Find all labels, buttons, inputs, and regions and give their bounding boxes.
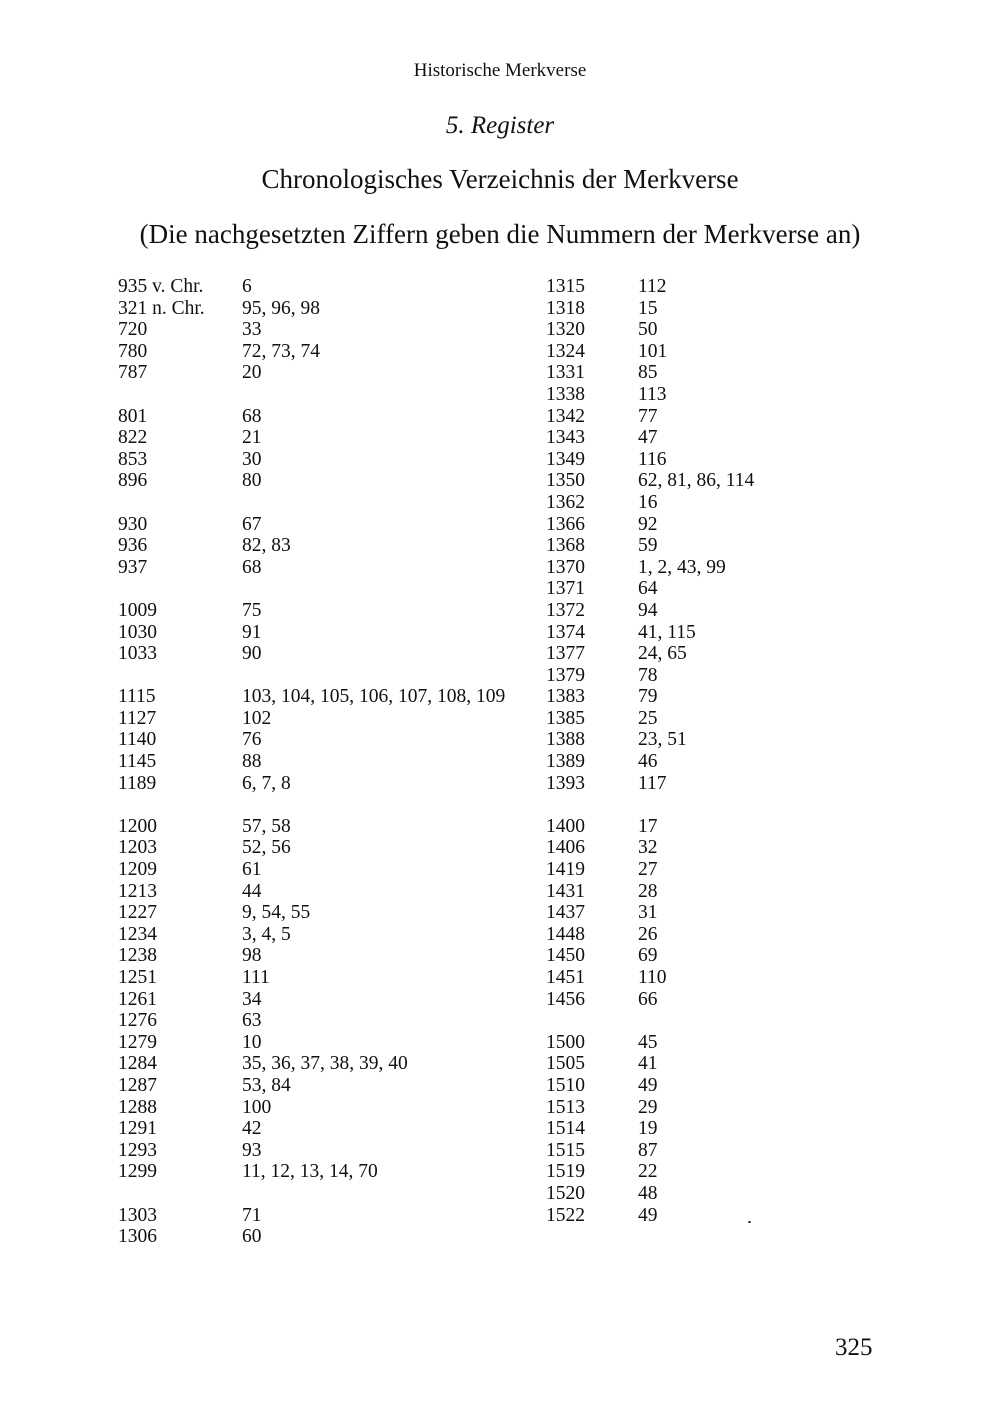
verse-numbers-cell: 11, 12, 13, 14, 70 (242, 1161, 378, 1183)
register-column-right (546, 276, 886, 1226)
register-row (118, 967, 538, 989)
register-row (546, 492, 886, 514)
register-row (118, 600, 538, 622)
register-row (118, 837, 538, 859)
year-cell: 1227 (118, 902, 157, 924)
register-row (118, 1097, 538, 1119)
verse-numbers-cell: 95, 96, 98 (242, 297, 320, 319)
verse-numbers-cell: 50 (638, 319, 658, 341)
register-row (546, 729, 886, 751)
register-column-left (118, 276, 538, 1248)
register-row (118, 1161, 538, 1183)
register-row (118, 859, 538, 881)
year-cell: 1379 (546, 664, 585, 686)
year-cell: 321 n. Chr. (118, 297, 205, 319)
verse-numbers-cell: 63 (242, 1010, 262, 1032)
year-cell: 1431 (546, 880, 585, 902)
register-row (546, 1075, 886, 1097)
register-row (118, 924, 538, 946)
verse-numbers-cell: 59 (638, 535, 658, 557)
subtitle: (Die nachgesetzten Ziffern geben die Nummern der Merkverse an) (139, 219, 861, 249)
verse-numbers-cell: 82, 83 (242, 535, 291, 557)
register-row (118, 1118, 538, 1140)
register-row (546, 773, 886, 795)
verse-numbers-cell: 110 (638, 967, 667, 988)
verse-numbers-cell: 9, 54, 55 (242, 902, 311, 924)
verse-numbers-cell: 72, 73, 74 (242, 340, 320, 362)
verse-numbers-cell: 69 (638, 945, 658, 967)
verse-numbers-cell: 3, 4, 5 (242, 923, 291, 945)
register-row (118, 989, 538, 1011)
year-cell: 1315 (546, 276, 585, 297)
verse-numbers-cell: 80 (242, 470, 262, 492)
register-row (118, 1010, 538, 1032)
page-title: Chronologisches Verzeichnis der Merkverse (261, 164, 739, 194)
verse-numbers-cell: 21 (242, 427, 262, 449)
register-row (546, 1140, 886, 1162)
verse-numbers-cell: 49 (638, 1204, 658, 1226)
verse-numbers-cell: 102 (242, 707, 272, 729)
register-row (546, 686, 886, 708)
verse-numbers-cell: 26 (638, 923, 658, 945)
verse-numbers-cell: 85 (638, 362, 658, 384)
verse-numbers-cell: 49 (638, 1074, 658, 1096)
year-cell: 822 (118, 427, 148, 449)
year-cell: 1372 (546, 599, 585, 621)
register-row (118, 708, 538, 730)
verse-numbers-cell: 47 (638, 427, 658, 449)
verse-numbers-cell: 20 (242, 362, 262, 384)
register-row (546, 341, 886, 363)
verse-numbers-cell: 66 (638, 988, 658, 1010)
verse-numbers-cell: 45 (638, 1031, 658, 1053)
year-cell: 1238 (118, 945, 157, 967)
register-row (546, 622, 886, 644)
year-cell: 1127 (118, 707, 157, 729)
verse-numbers-cell: 52, 56 (242, 837, 291, 859)
verse-numbers-cell: 90 (242, 643, 262, 665)
verse-numbers-cell: 77 (638, 405, 658, 427)
verse-numbers-cell: 79 (638, 686, 658, 708)
year-cell: 1406 (546, 837, 585, 859)
year-cell: 1318 (546, 297, 585, 319)
register-row (118, 945, 538, 967)
verse-numbers-cell: 57, 58 (242, 815, 291, 837)
register-row (118, 902, 538, 924)
verse-numbers-cell: 44 (242, 880, 262, 902)
year-cell: 1383 (546, 686, 585, 708)
register-row (118, 1053, 538, 1075)
year-cell: 1500 (546, 1031, 585, 1053)
year-cell: 1389 (546, 751, 585, 773)
year-cell: 1251 (118, 967, 157, 988)
year-cell: 1209 (118, 859, 157, 881)
year-cell: 1145 (118, 751, 157, 773)
verse-numbers-cell: 98 (242, 945, 262, 967)
year-cell: 1287 (118, 1074, 157, 1096)
register-row (546, 1161, 886, 1183)
verse-numbers-cell: 25 (638, 707, 658, 729)
year-cell: 1520 (546, 1182, 585, 1204)
verse-numbers-cell: 78 (638, 664, 658, 686)
register-row (118, 276, 538, 298)
register-row (118, 319, 538, 341)
year-cell: 720 (118, 319, 148, 341)
year-cell: 896 (118, 470, 148, 492)
year-cell: 1350 (546, 470, 585, 492)
register-row (546, 643, 886, 665)
register-row (118, 298, 538, 320)
running-head: Historische Merkverse (413, 60, 587, 81)
verse-numbers-cell: 93 (242, 1139, 262, 1161)
verse-numbers-cell: 30 (242, 448, 262, 470)
year-cell: 1370 (546, 556, 585, 578)
verse-numbers-cell: 42 (242, 1118, 262, 1140)
register-row (546, 406, 886, 428)
register-row (546, 470, 886, 492)
register-row (546, 1097, 886, 1119)
verse-numbers-cell: 62, 81, 86, 114 (638, 470, 755, 492)
register-row (546, 384, 886, 406)
register-row (546, 1032, 886, 1054)
verse-numbers-cell: 28 (638, 880, 658, 902)
section-title: 5. Register (445, 112, 555, 139)
register-row (118, 470, 538, 492)
year-cell: 1200 (118, 815, 157, 837)
register-row (546, 859, 886, 881)
register-row (546, 881, 886, 903)
register-row (546, 989, 886, 1011)
year-cell: 1320 (546, 319, 585, 341)
verse-numbers-cell: 116 (638, 448, 667, 470)
verse-numbers-cell: 41, 115 (638, 621, 696, 643)
year-cell: 801 (118, 405, 148, 427)
register-row (118, 751, 538, 773)
verse-numbers-cell: 29 (638, 1096, 658, 1118)
register-row (546, 449, 886, 471)
verse-numbers-cell: 53, 84 (242, 1074, 291, 1096)
register-row (546, 708, 886, 730)
year-cell: 1293 (118, 1139, 157, 1161)
year-cell: 853 (118, 448, 148, 470)
year-cell: 1342 (546, 405, 585, 427)
year-cell: 1515 (546, 1139, 585, 1161)
register-row (546, 535, 886, 557)
year-cell: 1299 (118, 1161, 157, 1183)
verse-numbers-cell: 31 (638, 902, 658, 924)
register-row (546, 557, 886, 579)
year-cell: 930 (118, 513, 148, 535)
verse-numbers-cell: 32 (638, 837, 658, 859)
verse-numbers-cell: 100 (242, 1096, 272, 1118)
register-row (118, 686, 538, 708)
verse-numbers-cell: 61 (242, 859, 262, 881)
register-row (546, 1183, 886, 1205)
scan-speck (748, 1221, 751, 1223)
year-cell: 1366 (546, 513, 585, 535)
register-row (118, 773, 538, 795)
register-row (546, 578, 886, 600)
register-row (546, 1205, 886, 1227)
year-cell: 1510 (546, 1074, 585, 1096)
register-row (118, 816, 538, 838)
verse-numbers-cell: 34 (242, 988, 262, 1010)
verse-numbers-cell: 60 (242, 1226, 262, 1248)
verse-numbers-cell: 22 (638, 1161, 658, 1183)
register-row (118, 1032, 538, 1054)
register-row (118, 514, 538, 536)
year-cell: 1456 (546, 988, 585, 1010)
register-row (546, 902, 886, 924)
verse-numbers-cell: 111 (242, 967, 270, 988)
year-cell: 1140 (118, 729, 157, 751)
verse-numbers-cell: 24, 65 (638, 643, 687, 665)
verse-numbers-cell: 68 (242, 556, 262, 578)
verse-numbers-cell: 92 (638, 513, 658, 535)
year-cell: 1009 (118, 599, 157, 621)
year-cell: 1324 (546, 340, 585, 362)
year-cell: 1388 (546, 729, 585, 751)
verse-numbers-cell: 91 (242, 621, 262, 643)
year-cell: 1234 (118, 923, 157, 945)
register-row (118, 1075, 538, 1097)
verse-numbers-cell: 17 (638, 815, 658, 837)
year-cell: 1115 (118, 686, 156, 708)
register-row (546, 924, 886, 946)
year-cell: 936 (118, 535, 148, 557)
year-cell: 1522 (546, 1204, 585, 1226)
year-cell: 1343 (546, 427, 585, 449)
year-cell: 1203 (118, 837, 157, 859)
year-cell: 1030 (118, 621, 157, 643)
year-cell: 1448 (546, 923, 585, 945)
year-cell: 1189 (118, 772, 157, 794)
verse-numbers-cell: 76 (242, 729, 262, 751)
verse-numbers-cell: 41 (638, 1053, 658, 1075)
verse-numbers-cell: 16 (638, 491, 658, 513)
year-cell: 780 (118, 340, 148, 362)
register-row (546, 276, 886, 298)
verse-numbers-cell: 68 (242, 405, 262, 427)
year-cell: 1033 (118, 643, 157, 665)
verse-numbers-cell: 46 (638, 751, 658, 773)
register-row (118, 643, 538, 665)
register-row (546, 837, 886, 859)
year-cell: 935 v. Chr. (118, 276, 204, 297)
year-cell: 1362 (546, 491, 585, 513)
register-row (118, 622, 538, 644)
verse-numbers-cell: 6 (242, 276, 252, 297)
register-row (546, 665, 886, 687)
verse-numbers-cell: 101 (638, 340, 668, 362)
verse-numbers-cell: 6, 7, 8 (242, 772, 291, 794)
register-row (118, 1226, 538, 1248)
verse-numbers-cell: 103, 104, 105, 106, 107, 108, 109 (242, 686, 506, 708)
year-cell: 1400 (546, 815, 585, 837)
register-row (118, 881, 538, 903)
year-cell: 1451 (546, 967, 585, 988)
register-row (546, 514, 886, 536)
verse-numbers-cell: 48 (638, 1182, 658, 1204)
verse-numbers-cell: 35, 36, 37, 38, 39, 40 (242, 1053, 408, 1075)
verse-numbers-cell: 71 (242, 1204, 262, 1226)
year-cell: 1385 (546, 707, 585, 729)
verse-numbers-cell: 10 (242, 1031, 262, 1053)
verse-numbers-cell: 75 (242, 599, 262, 621)
register-row (118, 449, 538, 471)
year-cell: 1276 (118, 1010, 157, 1032)
register-row (546, 600, 886, 622)
register-row (118, 535, 538, 557)
year-cell: 1288 (118, 1096, 157, 1118)
verse-numbers-cell: 87 (638, 1139, 658, 1161)
register-row (118, 427, 538, 449)
register-row (546, 362, 886, 384)
register-row (546, 751, 886, 773)
year-cell: 1306 (118, 1226, 157, 1248)
year-cell: 1393 (546, 772, 585, 794)
year-cell: 1519 (546, 1161, 585, 1183)
year-cell: 1437 (546, 902, 585, 924)
year-cell: 1349 (546, 448, 585, 470)
year-cell: 1303 (118, 1204, 157, 1226)
year-cell: 1374 (546, 621, 585, 643)
year-cell: 1371 (546, 578, 585, 600)
year-cell: 1261 (118, 988, 157, 1010)
verse-numbers-cell: 67 (242, 513, 262, 535)
verse-numbers-cell: 27 (638, 859, 658, 881)
year-cell: 1450 (546, 945, 585, 967)
verse-numbers-cell: 23, 51 (638, 729, 687, 751)
year-cell: 1338 (546, 383, 585, 405)
verse-numbers-cell: 88 (242, 751, 262, 773)
register-row (546, 298, 886, 320)
register-row (118, 1140, 538, 1162)
register-row (546, 816, 886, 838)
year-cell: 787 (118, 362, 148, 384)
verse-numbers-cell: 117 (638, 772, 667, 794)
verse-numbers-cell: 64 (638, 578, 658, 600)
register-row (546, 427, 886, 449)
year-cell: 1513 (546, 1096, 585, 1118)
register-row (546, 1118, 886, 1140)
year-cell: 1419 (546, 859, 585, 881)
register-row (546, 1053, 886, 1075)
year-cell: 1213 (118, 880, 157, 902)
year-cell: 1279 (118, 1031, 157, 1053)
register-row (546, 319, 886, 341)
register-row (546, 945, 886, 967)
year-cell: 1284 (118, 1053, 157, 1075)
year-cell: 937 (118, 556, 148, 578)
register-row (546, 967, 886, 989)
verse-numbers-cell: 94 (638, 599, 658, 621)
year-cell: 1505 (546, 1053, 585, 1075)
register-row (118, 1205, 538, 1227)
register-row (118, 362, 538, 384)
register-row (118, 341, 538, 363)
year-cell: 1514 (546, 1118, 585, 1140)
verse-numbers-cell: 15 (638, 297, 658, 319)
register-row (118, 406, 538, 428)
register-row (118, 557, 538, 579)
page-number: 325 (835, 1334, 873, 1361)
verse-numbers-cell: 19 (638, 1118, 658, 1140)
verse-numbers-cell: 1, 2, 43, 99 (638, 556, 726, 578)
year-cell: 1377 (546, 643, 585, 665)
year-cell: 1368 (546, 535, 585, 557)
register-row (118, 729, 538, 751)
year-cell: 1331 (546, 362, 585, 384)
verse-numbers-cell: 113 (638, 383, 667, 405)
verse-numbers-cell: 33 (242, 319, 262, 341)
year-cell: 1291 (118, 1118, 157, 1140)
verse-numbers-cell: 112 (638, 276, 667, 297)
